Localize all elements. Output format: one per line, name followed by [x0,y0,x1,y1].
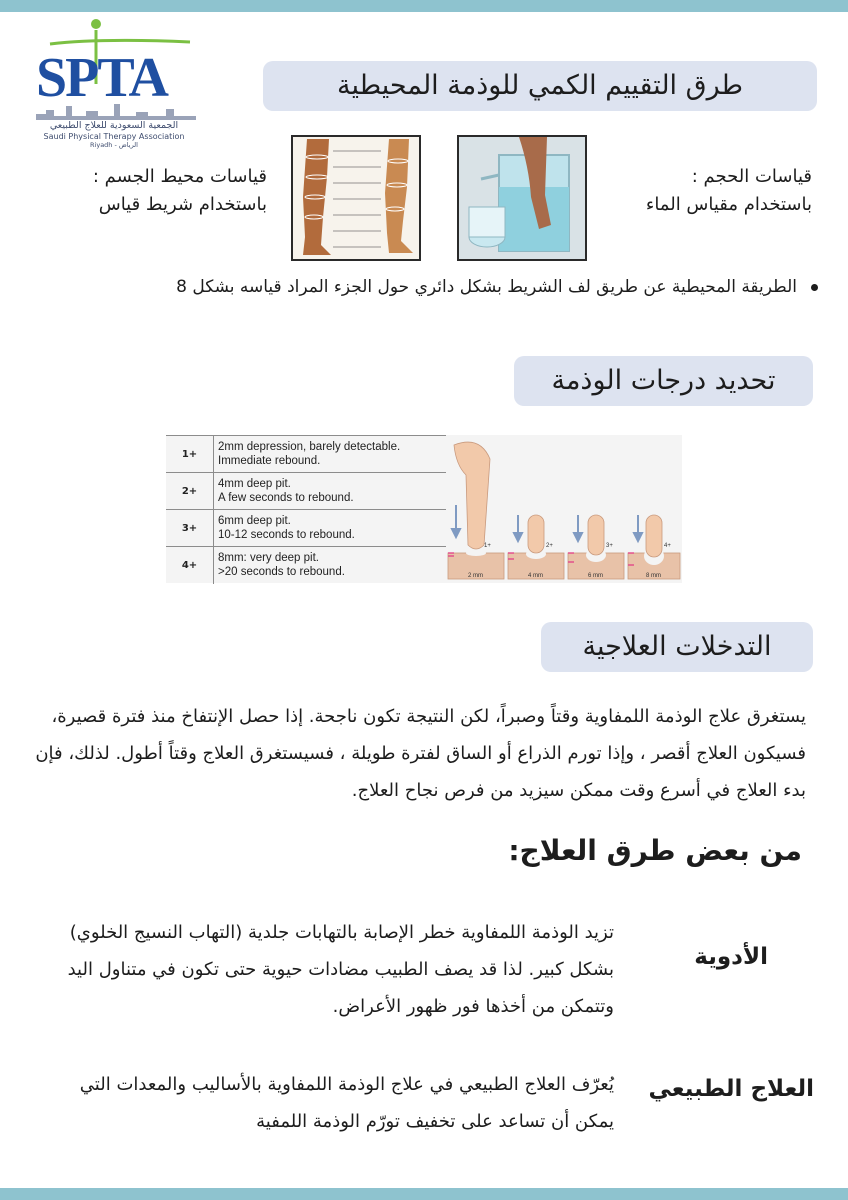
art-grade-2: 2+ [546,543,553,549]
grade-number: 2+ [166,473,214,510]
grade-description [218,440,444,468]
grade-number: 1+ [166,436,214,473]
bottom-accent-bar [0,1188,848,1200]
art-depth-2: 4 mm [528,573,543,579]
grade-desc-line-1: 6mm deep pit. [218,515,291,527]
grade-description [218,514,444,542]
edema-grade-figure [166,435,682,583]
art-depth-4: 8 mm [646,573,661,579]
treatment-intro-paragraph: يستغرق علاج الوذمة اللمفاوية وقتاً وصبراً، لكن النتيجة تكون ناجحة. إذا حصل الإنتفاخ منذ فترة قصيرة، فسيكون العلاج أقصر ، وإذا تورم الذراع أو الساق لفترة طويلة ، فسيستغرق العلاج وقتاً أطول. لذلك، فإن بدء العلاج في أسرع وقت ممكن سيزيد من فرص نجاح العلاج. [35,706,806,801]
volume-measurement-caption [612,163,812,219]
art-depth-1: 2 mm [468,573,483,579]
grade-desc-line-1: 4mm deep pit. [218,478,291,490]
circumference-caption-line-2: باستخدام شريط قياس [98,194,267,215]
skyline-icon [36,102,196,120]
logo-city: Riyadh - الرياض [90,141,138,149]
table-row [166,472,446,509]
bullet-text: الطريقة المحيطية عن طريق لف الشريط بشكل دائري حول الجزء المراد قياسه بشكل 8 [176,277,797,297]
grade-desc-line-2: A few seconds to rebound. [218,492,354,504]
logo-english-name: Saudi Physical Therapy Association [43,132,185,141]
circumference-method-bullet [58,274,818,300]
finger-pit-illustration [446,435,682,583]
grade-description [218,551,444,579]
grade-desc-line-1: 8mm: very deep pit. [218,552,319,564]
art-grade-1: 1+ [484,543,491,549]
volume-caption-line-1: قياسات الحجم : [691,166,812,187]
volume-caption-line-2: باستخدام مقياس الماء [645,194,812,215]
grade-number: 3+ [166,510,214,547]
table-row [166,546,446,583]
grade-desc-line-1: 2mm depression, barely detectable. [218,441,401,453]
bullet-dot-icon [811,284,818,291]
physical-therapy-label: العلاج الطبيعي [648,1076,814,1102]
grade-desc-line-2: 10-12 seconds to rebound. [218,529,355,541]
table-row [166,509,446,546]
treatment-methods-title: من بعض طرق العلاج: [508,834,802,867]
circumference-measurement-photo [291,135,421,261]
grade-number: 4+ [166,547,214,584]
table-row [166,435,446,472]
section-title-quantitative-assessment: طرق التقييم الكمي للوذمة المحيطية [263,61,817,111]
circumference-measurement-caption [62,163,267,219]
grade-desc-line-2: >20 seconds to rebound. [218,566,345,578]
water-displacement-photo [457,135,587,261]
grade-description [218,477,444,505]
medications-label: الأدوية [694,944,768,970]
edema-grade-table [166,435,446,583]
logo-wordmark: SPTA [36,47,167,109]
logo-arabic-name: الجمعية السعودية للعلاج الطبيعي [49,120,179,131]
circumference-caption-line-1: قياسات محيط الجسم : [92,166,267,187]
section-title-therapeutic-interventions: التدخلات العلاجية [541,622,813,672]
physical-therapy-text: يُعرّف العلاج الطبيعي في علاج الوذمة اللمفاوية بالأساليب والمعدات التي يمكن أن تساعد على تخفيف تورّم الوذمة اللمفية [79,1074,614,1132]
art-grade-3: 3+ [606,543,613,549]
medications-text: تزيد الوذمة اللمفاوية خطر الإصابة بالتهابات جلدية (التهاب النسيج الخلوي) بشكل كبير. لذا قد يصف الطبيب مضادات حيوية حتى تكون في متناول اليد وتتمكن من أخذها فور ظهور الأعراض. [67,922,614,1017]
section-title-edema-grades: تحديد درجات الوذمة [514,356,813,406]
art-grade-4: 4+ [664,543,671,549]
art-depth-3: 6 mm [588,573,603,579]
grade-desc-line-2: Immediate rebound. [218,455,321,467]
spta-logo [30,14,210,149]
top-accent-bar [0,0,848,12]
